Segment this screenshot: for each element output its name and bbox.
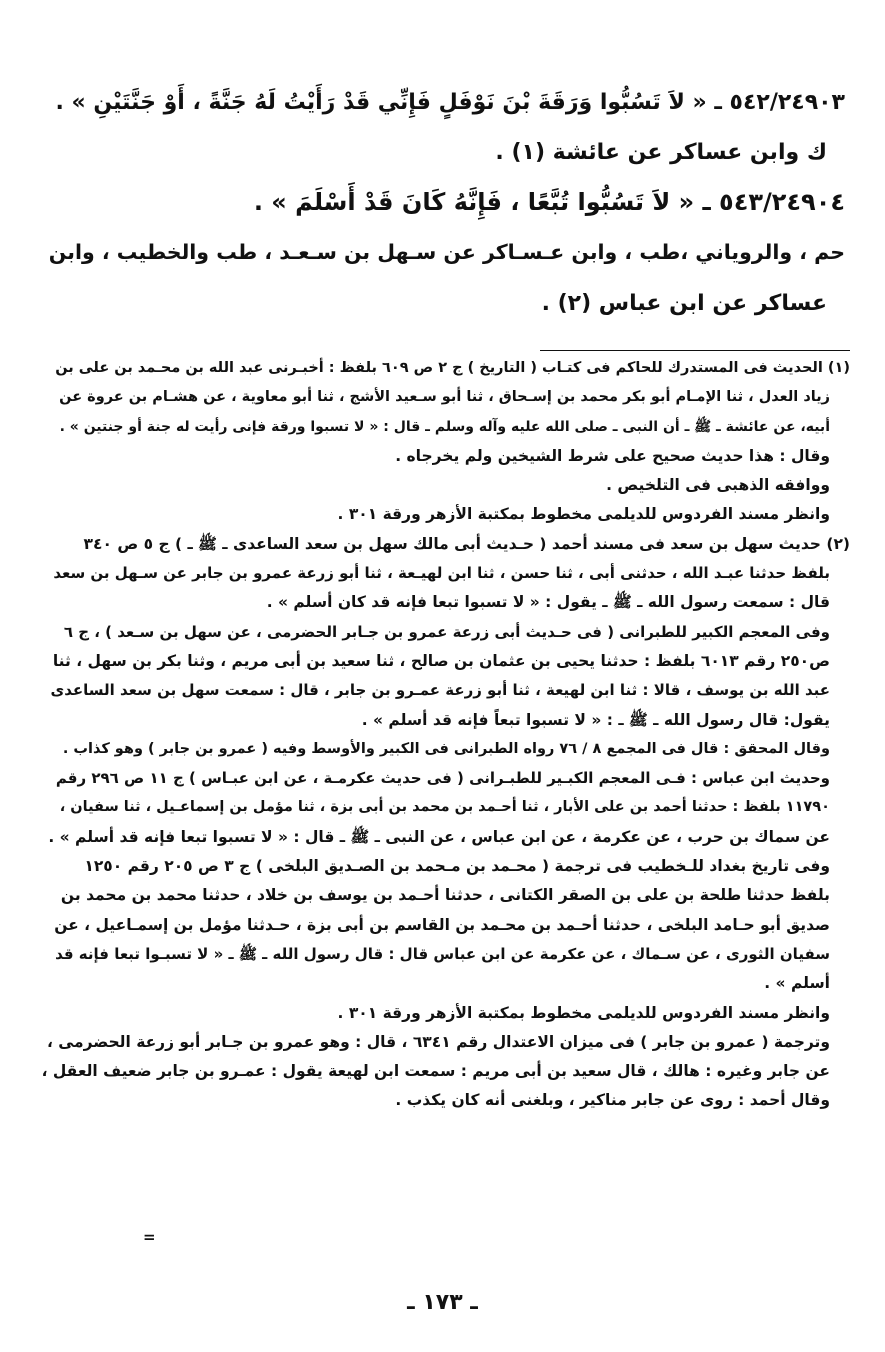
- footnote-line: وقال المحقق : قال فى المجمع ٨ / ٧٦ رواه الطبرانى فى الكبير والأوسط وفيه ( عمرو بن جابر ) وهو كذاب .: [62, 740, 830, 757]
- footnote-line: قال : سمعت رسول الله ـ ﷺ ـ يقول : « لا تسبوا تبعا فإنه قد كان أسلم » .: [266, 593, 830, 612]
- hadith-542-source: ك وابن عساكر عن عائشة (١) .: [495, 140, 827, 165]
- footnote-line: (١) الحديث فى المستدرك للحاكم فى كتـاب ( التاريخ ) ج ٢ ص ٦٠٩ بلفظ : أخبـرنى عبد الله بن محـمد بن على بن: [55, 360, 850, 376]
- footnote-line: وترجمة ( عمرو بن جابر ) فى ميزان الاعتدال رقم ٦٣٤١ ، قال : وهو عمرو بن جـابر أبو زرعة الحضرمى ،: [47, 1032, 830, 1051]
- footnote-line: وقال : هذا حديث صحيح على شرط الشيخين ولم يخرجاه .: [395, 446, 830, 465]
- footnote-line: بلفظ حدثنا طلحة بن على بن الصقر الكتانى ، حدثنا أحـمد بن يوسف بن خلاد ، حدثنا محمد بن محمد بن: [60, 886, 830, 905]
- footnotes: [40, 354, 850, 1116]
- footnote-separator: [540, 350, 850, 351]
- footnote-line: وفى تاريخ بغداد للـخطيب فى ترجمة ( محـمد بن مـحمد بن الصـديق البلخى ) ج ٣ ص ٢٠٥ رقم ١٢٥٠: [84, 857, 830, 876]
- footnote-line: ص٢٥٠ رقم ٦٠١٣ بلفظ : حدثنا يحيى بن عثمان بن صالح ، ثنا سعيد بن أبى مريم ، وثنا بكر بن سهل ، ثنا: [52, 651, 830, 670]
- page-number: ـ ١٧٣ ـ: [407, 1290, 478, 1315]
- main-text: [40, 78, 845, 329]
- footnote-line: عبد الله بن يوسف ، قالا : ثنا ابن لهيعة ، ثنا أبو زرعة عمـرو بن جابر ، قال : سمعت سهل بن سعد الساعدى: [50, 681, 830, 700]
- footnote-line: عن سماك بن حرب ، عن عكرمة ، عن ابن عباس ، عن النبى ـ ﷺ ـ قال : « لا تسبوا تبعا فإنه قد أسلم » .: [48, 827, 830, 846]
- footnote-line: سفيان الثورى ، عن سـماك ، عن عكرمة عن ابن عباس قال : قال رسول الله ـ ﷺ ـ « لا تسبـوا تبعا فإنه قد: [55, 944, 830, 963]
- footnote-line: وقال أحمد : روى عن جابر مناكير ، وبلغنى أنه كان يكذب .: [395, 1091, 830, 1110]
- hadith-543-source-line-1: حم ، والروياني ،طب ، وابن عـسـاكر عن سـهل بن سـعـد ، طب والخطيب ، وابن: [48, 240, 845, 264]
- footnote-line: زياد العدل ، ثنا الإمـام أبو بكر محمد بن إسـحاق ، ثنا أبو سـعيد الأشج ، ثنا أبو معاوية ، عن هشـام بن عروة عن: [59, 389, 830, 406]
- footnote-line: يقول: قال رسول الله ـ ﷺ ـ : « لا تسبوا تبعاً فإنه قد أسلم » .: [361, 710, 830, 729]
- hadith-543: ٥٤٣/٢٤٩٠٤ ـ « لاَ تَسُبُّوا تُبَّعًا ، فَإِنَّهُ كَانَ قَدْ أَسْلَمَ » .: [253, 188, 845, 216]
- continuation-mark: =: [143, 1228, 156, 1246]
- footnote-line: (٢) حديث سهل بن سعد فى مسند أحمد ( حـديث أبى مالك سهل بن سعد الساعدى ـ ﷺ ـ ) ج ٥ ص ٣٤٠: [83, 534, 850, 553]
- footnote-line: صديق أبو حـامد البلخى ، حدثنا أحـمد بن محـمد بن القاسم بن أبى بزة ، حـدثنا مؤمل بن إسمـاعيل ، عن: [54, 915, 830, 934]
- footnote-line: ١١٧٩٠ بلفظ : حدثنا أحمد بن على الأبار ، ثنا أحـمد بن محمد بن أبى بزة ، ثنا مؤمل بن إسماعـيل ، ثنا سفيان ،: [59, 799, 830, 816]
- footnote-line: وانظر مسند الفردوس للديلمى مخطوط بمكتبة الأزهر ورقة ٣٠١ .: [337, 505, 830, 524]
- footnote-line: وانظر مسند الفردوس للديلمى مخطوط بمكتبة الأزهر ورقة ٣٠١ .: [337, 1003, 830, 1022]
- footnote-line: أبيه، عن عائشة ـ ﷺ ـ أن النبى ـ صلى الله عليه وآله وسلم ـ قال : « لا تسبوا ورقة فإنى رأيت له جنة أو جنتين » .: [59, 418, 830, 435]
- footnote-line: وفى المعجم الكبير للطبرانى ( فى حـديث أبى زرعة عمرو بن جـابر الحضرمى ، عن سهل بن سـعد ) ، ج ٦: [63, 622, 830, 641]
- footnote-line: أسلم » .: [764, 974, 830, 993]
- footnote-line: بلفظ حدثنا عبـد الله ، حدثنى أبى ، ثنا حسن ، ثنا ابن لهيـعة ، ثنا أبو زرعة عمرو بن جابر عن سـهل بن سعد: [53, 564, 830, 583]
- hadith-543-source-line-2: عساكر عن ابن عباس (٢) .: [541, 291, 827, 316]
- footnote-line: عن جابر وغيره : هالك ، قال سعيد بن أبى مريم : سمعت ابن لهيعة يقول : عمـرو بن جابر ضعيف العقل ،: [41, 1062, 830, 1081]
- footnote-line: ووافقه الذهبى فى التلخيص .: [606, 476, 830, 495]
- hadith-542: ٥٤٢/٢٤٩٠٣ ـ « لاَ تَسُبُّوا وَرَقَةَ بْنَ نَوْفَلٍ فَإِنِّي قَدْ رَأَيْتُ لَهُ جَنَّةً ، أَوْ جَنَّتَيْنِ » .: [55, 90, 845, 115]
- footnote-line: وحديث ابن عباس : فـى المعجم الكبـير للطبـرانى ( فى حديث عكرمـة ، عن ابن عبـاس ) ج ١١ ص ٢٩٦ رقم: [55, 769, 830, 788]
